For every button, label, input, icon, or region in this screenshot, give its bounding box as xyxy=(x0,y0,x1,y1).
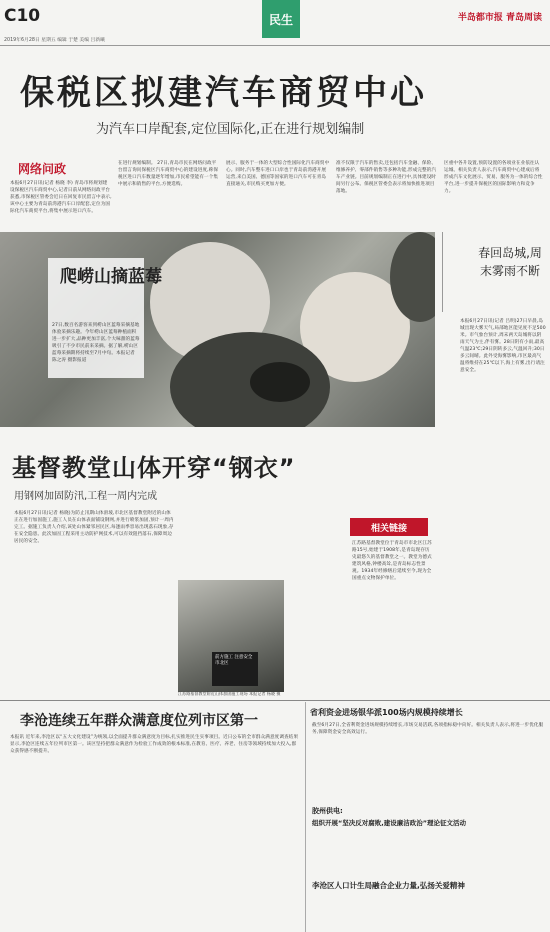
lead-col-5: 区重中各升设置,预防设置的各项业在业依往认运城、相关负责人表示,汽车商贸中心建成后将形成汽车文化展示、贸易、服务为一体的综合性平台,进一步提升保税区的国际影响力和竞争力。 xyxy=(444,161,543,194)
blueberry-caption: 27日,数百名游客来到崂山区蓝莓采摘基地体验采摘乐趣。今年崂山区蓝莓种植面积进一步扩大,品种更加丰富,个大味甜的蓝莓吸引了不少市民前来采摘。据了解,崂山区蓝莓采摘期将持续至7月中旬。本报记者 陈之涛 摄影报道 xyxy=(52,323,140,363)
licang-body: 本报讯 近年来,李沧区以“五大文化建设”为统领,以全面提升群众满意度为目标,扎实推进民生实事项目。近日公布的全市群众满意度调查结果显示,李沧区连续五年位列市区第一。该区坚持把群众满意作为检验工作成效的根本标准,在教育、医疗、养老、住房等领域持续加大投入,群众获得感不断提升。 xyxy=(10,735,299,754)
column-rule xyxy=(305,702,306,932)
lead-subhead: 为汽车口岸配套,定位国际化,正在进行规划编制 xyxy=(96,122,365,137)
related-link-body: 江苏路基督教堂位于青岛市市北区江苏路15号,始建于1908年,是青岛现存历史最悠久的基督教堂之一。教堂为德式建筑风格,钟楼高耸,是青岛标志性景观。1934年经修缮后延续至今,现为全国重点文物保护单位。 xyxy=(352,541,432,581)
licang-headline: 李沧连续五年群众满意度位列市区第一 xyxy=(20,713,258,729)
fund-headline: 省利资金进场银华派100场内规模持续增长 xyxy=(310,708,463,717)
page-header xyxy=(0,0,550,48)
jiaozhou-body xyxy=(312,834,544,874)
fund-body: 截至6月27日,全省利资金进场规模持续增长,市场交易活跃,各项指标稳中向好。相关负责人表示,将进一步优化服务,保障资金安全高效运行。 xyxy=(312,723,544,735)
related-link-tag: 相关链接 xyxy=(350,518,428,536)
licang-family-headline: 李沧区人口计生局融合企业力量,弘扬关爱精神 xyxy=(312,881,465,890)
blueberry-title: 爬崂山摘蓝莓 xyxy=(60,267,162,287)
dateline: 2019年6月28日 星期五 编辑 于楚 美编 吕新曦 xyxy=(4,38,105,43)
church-photo-caption: 江苏路基督教堂附近山体加固施工现场 本报记者 杨晓 摄 xyxy=(178,691,281,696)
lead-col-2: 在进行规划编制。 27日,青岛市民在网络问政平台留言询问保税区汽车商贸中心的建设进度,称保税区进口汽车数量逐年增加,市民希望能有一个集中展示和销售的平台,方便选购。 xyxy=(118,161,219,187)
lead-col-4: 准不仅限于汽车的售卖,还包括汽车金融、保险、维修养护、零部件销售等多种功能,形成完整的汽车产业链。目前规划编制正在进行中,具体建设时间另行公布。保税区管委会表示将加快推进项目落地。 xyxy=(336,161,437,194)
construction-sign: 前方施工 注意安全 市北区 xyxy=(212,652,258,686)
jiaozhou-headline: 组织开展“坚决反对腐败,建设廉洁政治”理论征文活动 xyxy=(312,819,467,827)
section-divider xyxy=(0,700,550,701)
licang-family-body xyxy=(312,894,544,930)
page-number: C10 xyxy=(4,6,41,26)
net-qa-logo: 网络问政 xyxy=(18,162,67,176)
weather-body: 本报6月27日讯(记者 吕明)27日早晨,岛城出现大雾天气,局部地区能见度不足500米。市气象台预计,周末两天岛城将以阴雨天气为主,伴有雾。28日阴有小雨,最高气温23℃;29日阴转多云,气温回升;30日多云间晴。此外受海雾影响,市区最高气温将维持在25℃以下,海上有雾,出行请注意安全。 xyxy=(460,319,546,373)
weather-headline: 春回岛城,周末雾雨不断 xyxy=(478,246,542,278)
masthead-brand: 半岛都市报 青岛周读 xyxy=(457,13,542,23)
church-body: 本报6月27日讯(记者 杨晓)为防止汛期山体滑坡,市北区基督教堂附近的山体正在进行加固施工,施工人员在山体表面铺设钢网,并进行喷浆加固,预计一周内完工。据施工负责人介绍,该处山体紧邻居民区,每逢雨季容易出现落石现象,存在安全隐患。此次加固工程采用主动防护网技术,可以有效阻挡落石,保障周边居民的安全。 xyxy=(14,511,174,544)
lead-col-3: 展示、服务于一体的大型综合性国际化汽车商贸中心。同时,汽车整车进口口岸也于青岛前湾港开展运营,来自美国、德国等国家的进口汽车可在青岛直接通关,市民购买更加方便。 xyxy=(226,161,330,187)
lead-headline: 保税区拟建汽车商贸中心 xyxy=(20,73,427,113)
church-body-continued xyxy=(290,620,440,696)
jiaozhou-label: 胶州供电: xyxy=(312,807,343,815)
church-headline: 基督教堂山体开穿“钢衣” xyxy=(12,454,296,482)
header-divider xyxy=(0,45,550,46)
lead-col-1: 本报6月27日讯(记者 杨晓 李) 青岛市将规划建设保税区汽车商贸中心,记者日前从网络问政平台获悉,市保税区管委会近日在回复市民留言中表示,该中心主要为青岛前湾港汽车口岸配套,定位为国际化汽车商贸平台,将集中展示进口汽车。 xyxy=(10,181,112,214)
church-subhead: 用钢网加固防汛,工程一周内完成 xyxy=(14,491,158,502)
section-label: 民生 xyxy=(262,0,300,38)
